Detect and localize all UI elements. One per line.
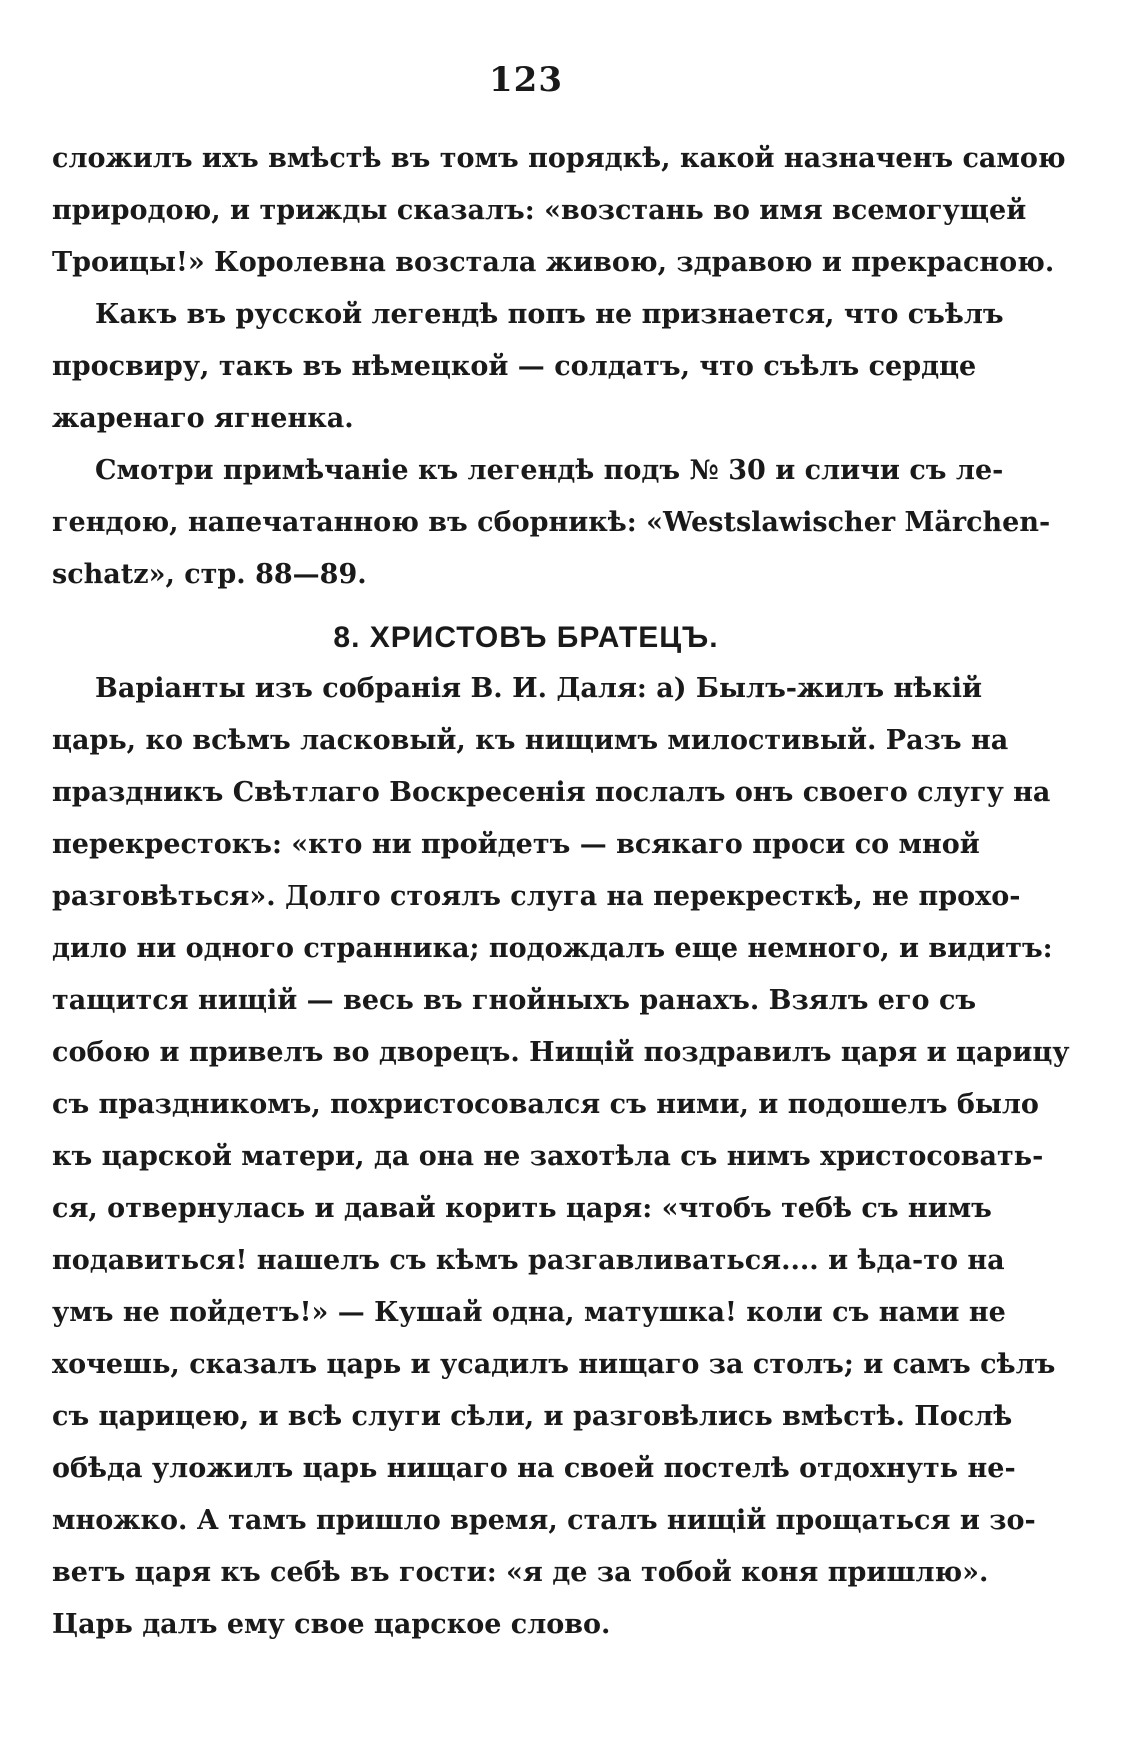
text-line: Троицы!» Королевна возстала живою, здравою и прекрасною. [52, 247, 1055, 278]
text-line: умъ не пойдетъ!» — Кушай одна, матушка! коли съ нами не [52, 1297, 1006, 1328]
text-line: ся, отвернулась и давай корить царя: «чтобъ тебѣ съ нимъ [52, 1193, 992, 1224]
text-line: праздникъ Свѣтлаго Воскресенія послалъ онъ своего слугу на [52, 777, 1051, 808]
text-line: къ царской матери, да она не захотѣла съ нимъ христосовать- [52, 1141, 1044, 1172]
text-line: жаренаго ягненка. [52, 403, 354, 434]
text-line: подавиться! нашелъ съ кѣмъ разгавливаться.... и ѣда-то на [52, 1245, 1005, 1276]
text-line: природою, и трижды сказалъ: «возстань во имя всемогущей [52, 195, 1027, 226]
text-line: обѣда уложилъ царь нищаго на своей постелѣ отдохнуть не- [52, 1453, 1016, 1484]
text-line: просвиру, такъ въ нѣмецкой — солдатъ, что съѣлъ сердце [52, 351, 977, 382]
text-line: тащится нищій — весь въ гнойныхъ ранахъ. Взялъ его съ [52, 985, 977, 1016]
text-line: хочешь, сказалъ царь и усадилъ нищаго за столъ; и самъ сѣлъ [52, 1349, 1056, 1380]
text-line: Царь далъ ему свое царское слово. [52, 1609, 611, 1640]
page-number: 123 [489, 60, 563, 100]
text-line: множко. А тамъ пришло время, сталъ нищій прощаться и зо- [52, 1505, 1036, 1536]
text-line: ветъ царя къ себѣ въ гости: «я де за тобой коня пришлю». [52, 1557, 989, 1588]
text-line: царь, ко всѣмъ ласковый, къ нищимъ милостивый. Разъ на [52, 725, 1009, 756]
text-line: сложилъ ихъ вмѣстѣ въ томъ порядкѣ, какой назначенъ самою [52, 143, 1066, 174]
text-block-lower [52, 663, 1070, 1651]
text-line: Смотри примѣчаніе къ легендѣ подъ № 30 и сличи съ ле- [95, 455, 1004, 486]
text-line: съ царицею, и всѣ слуги сѣли, и разговѣлись вмѣстѣ. Послѣ [52, 1401, 1013, 1432]
paragraph-resurrection-ending [52, 133, 1066, 289]
text-line: съ праздникомъ, похристосовался съ ними, и подошелъ было [52, 1089, 1039, 1120]
paragraph-legend-comparison [52, 289, 1004, 445]
text-line: собою и привелъ во дворецъ. Нищій поздравилъ царя и царицу [52, 1037, 1070, 1068]
text-line: Варіанты изъ собранія В. И. Даля: а) Былъ-жилъ нѣкій [95, 673, 982, 704]
paragraph-variants [52, 663, 1070, 1651]
text-line: schatz», стр. 88—89. [52, 559, 367, 590]
paragraph-reference-note [52, 445, 1051, 601]
text-line: гендою, напечатанною въ сборникѣ: «Westslawischer Märchen- [52, 507, 1051, 538]
text-line: Какъ въ русской легендѣ попъ не признается, что съѣлъ [95, 299, 1004, 330]
text-line: разговѣться». Долго стоялъ слуга на перекресткѣ, не прохо- [52, 881, 1021, 912]
section-heading: 8. ХРИСТОВЪ БРАТЕЦЪ. [333, 621, 719, 654]
text-block-upper [52, 133, 1066, 601]
text-line: перекрестокъ: «кто ни пройдетъ — всякаго проси со мной [52, 829, 980, 860]
text-line: дило ни одного странника; подождалъ еще немного, и видитъ: [52, 933, 1053, 964]
